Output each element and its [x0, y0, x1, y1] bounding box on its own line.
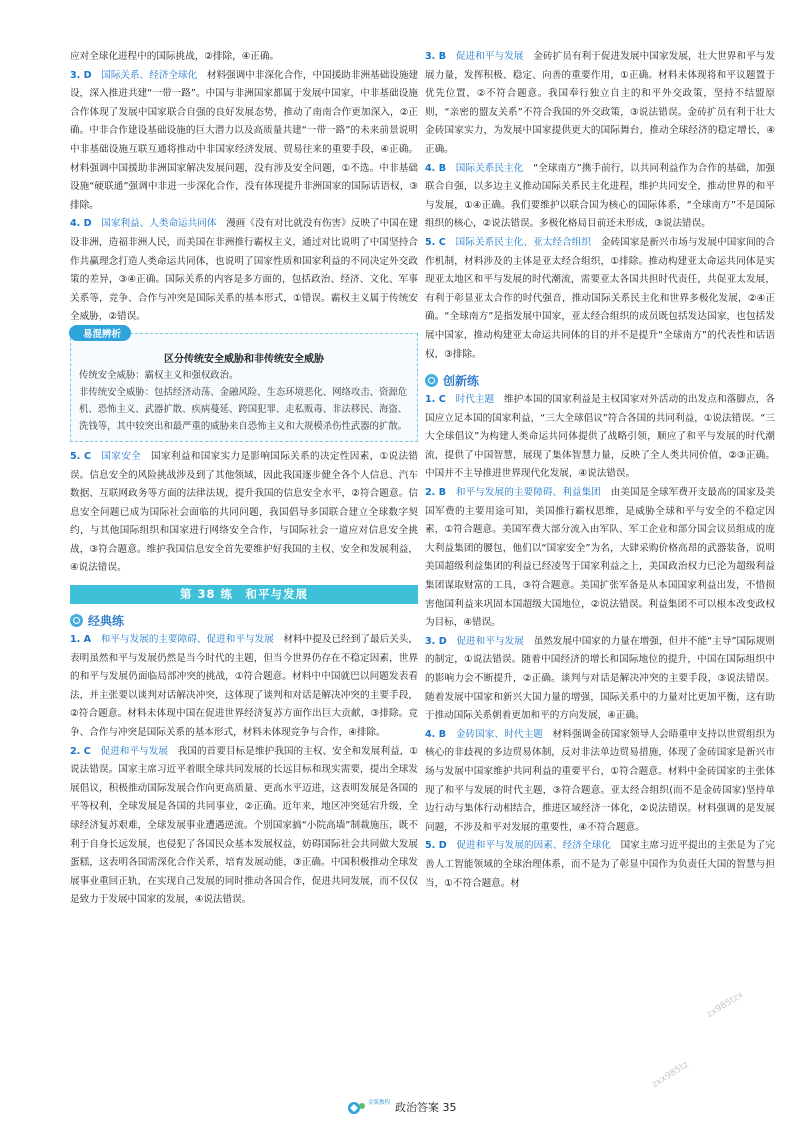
answer-item: 4. D 国家利益、人类命运共同体 漫画《没有对比就没有伤害》反映了中国在建设非洲，造福非洲人民，而美国在非洲推行霸权主义，通过对比说明了中国坚持合作共赢理念打造人类命运共同体，也说明了国家性质和国家利益的不同决定外交政策的差异，③④正确。国际关系的内容是多方面的，包括政治、经济、文化、军事关系等，竞争、合作与冲突是国际关系的基本形式，①错误。霸权主义属于传统安全威胁，②错误。 — [70, 218, 419, 323]
note-tag: 易混辨析 — [69, 325, 131, 341]
note-line: 非传统安全威胁：包括经济动荡、金融风险、生态环境恶化、网络攻击、资源危机、恐怖主义、武器扩散、疾病蔓延、跨国犯罪、走私贩毒、非法移民、海盗、洗钱等，其中较突出和最严重的威胁来自恐怖主义和大规模杀伤性武器的扩散。 — [79, 386, 408, 432]
answer-item: 1. C 时代主题 维护本国的国家利益是主权国家对外活动的出发点和落脚点，各国应立足本国的国家利益，“三大全球倡议”符合各国的共同利益，①说法错误。“三大全球倡议”为构建人类命运共同体提供了战略引领，顺应了和平与发展的时代潮流，提供了中国智慧，展现了集体智慧力量，反映了全人类共同价值，②③正确。中国并不主导推进世界现代化发展，④说法错误。 — [425, 394, 776, 480]
watermark: zx985tzx — [705, 989, 746, 1021]
brand-logo-icon — [346, 1100, 368, 1116]
answer-item: 1. A 和平与发展的主要障碍、促进和平与发展 材料中提及已经到了最后关头，表明虽然和平与发展仍然是当今时代的主题，但当今世界仍存在不稳定因素，世界的和平与发展仍面临局部冲突的挑战，①符合题意。材料中中国就巴以问题发表看法，并主张要以谈判对话解决冲突，这体现了谈判和对话是解决冲突的主要手段，②符合题意。材料未体现中国在促进世界经济复苏方面作出巨大贡献，③排除。竞争、合作与冲突是国际关系的基本形式，材料未体现竞争与合作，④排除。 — [70, 634, 419, 739]
answer-item: 3. B 促进和平与发展 金砖扩员有利于促进发展中国家发展，壮大世界和平与发展力量，发挥积极、稳定、向善的重要作用，①正确。材料未体现将和平议题置于优先位置，②不符合题意。我国奉行独立自主的和平外交政策，坚持不结盟原则，“亲密的盟友关系”不符合我国的外交政策，③说法错误。金砖扩员有利于壮大金砖国家实力，为发展中国家提供更大的国际舞台，推动全球经济的稳定增长，④正确。 — [425, 51, 776, 155]
answer-item: 5. D 促进和平与发展的因素、经济全球化 国家主席习近平提出的主张是为了完善人工智能领域的全球治理体系，而不是为了彰显中国作为负责任大国的智慧与担当，①不符合题意。材 — [425, 840, 775, 889]
confusion-note-box — [70, 328, 418, 442]
answer-item: 3. D 促进和平与发展 虽然发展中国家的力量在增强，但并不能“主导”国际规则的制定，①说法错误。随着中国经济的增长和国际地位的提升，中国在国际组织中的影响力会不断提升，②正确。谈判与对话是解决冲突的主要手段，③说法错误。随着发展中国家和新兴大国力量的增强，国际关系中的力量对比更加平衡，这有助于推动国际关系朝着更加和平的方向发展，④正确。 — [425, 635, 776, 722]
section-heading: 创新练 — [425, 372, 775, 389]
answer-item: 2. C 促进和平与发展 我国的首要目标是维护我国的主权、安全和发展利益，①说法错误。国家主席习近平着眼全球共同发展的长远目标和现实需要，提出全球发展倡议，积极推动国际发展合作向更高质量、更高水平迈进，这表明发展是各国的平等权利，全球发展是各国的共同事业，②正确。近年来，地区冲突延宕升级，全球经济复苏艰难，全球发展事业遭遇逆流。个别国家搞“小院高墙”制裁施压，既不利于自身长远发展，也侵犯了各国民众基本发展权益，妨碍国际社会共同做大发展蛋糕，这表明各国需深化合作关系，培育发展动能，③正确。中国积极推动全球发展事业重回正轨，在实现自己发展的同时推动各国合作，促进共同发展，而不仅仅是致力于发展中国家的发展，④说法错误。 — [70, 745, 419, 906]
section-banner: 第 38 练 和平与发展 — [70, 585, 418, 604]
page-footer — [0, 1098, 800, 1118]
left-column — [70, 48, 418, 910]
answer-item: 5. C 国际关系民主化、亚太经合组织 金砖国家是新兴市场与发展中国家间的合作机制，材料涉及的主体是亚太经合组织，①排除。推动构建亚太命运共同体是实现亚太地区和平与发展的时代潮流，需要亚太各国共担时代责任，共促亚太发展，有利于彰显亚太合作的时代强音，推动国际关系民主化和世界多极化发展，②④正确。“全球南方”是指发展中国家，亚太经合组织的成员既包括发达国家，也包括发展中国家，推动构建亚太命运共同体的目的并不是提升“全球南方”的代表性和话语权，③排除。 — [425, 236, 776, 360]
answer-item: 3. D 国际关系、经济全球化 材料强调中非深化合作，中国援助非洲基础设施建设，深入推进共建“一带一路”。中国与非洲国家都属于发展中国家，中非基础设施合作体现了发展中国家联合自强的良好发展态势，推动了南南合作更加深入，②正确。中非合作建设基础设施的巨大潜力以及高质量共建“一带一路”的未来前景说明中非基础设施互联互通将推动中非国家经济发展、贸易往来的重要手段，④正确。材料强调中国援助非洲国家解决发展问题，没有涉及安全问题，①不选。中非基础设施“硬联通”强调中非进一步深化合作，没有体现提升非洲国家的国际话语权，③排除。 — [70, 69, 419, 211]
right-column — [425, 48, 775, 893]
note-line: 传统安全威胁：霸权主义和强权政治。 — [79, 369, 239, 381]
answer-item: 5. C 国家安全 国家利益和国家实力是影响国际关系的决定性因素，①说法错误。信息安全的风险挑战涉及到了其他领域，因此我国逐步健全各个人信息、汽车数据、互联网政务等方面的法律法规，提升我国的信息安全水平，②符合题意。信息安全问题已成为国际社会面临的共同问题，我国倡导多国联合建立全球数字契约，与其他国际组织和国家进行网络安全合作，与国际社会一道应对信息安全挑战，③符合题意。维护我国信息安全首先要维护好我国的主权、安全和发展利益，④说法错误。 — [70, 450, 418, 574]
paragraph: 应对全球化进程中的国际挑战，②排除，④正确。 — [70, 51, 280, 62]
note-title: 区分传统安全威胁和非传统安全威胁 — [164, 353, 324, 365]
section-heading: 经典练 — [70, 612, 418, 629]
watermark: zxx985tz — [650, 1059, 691, 1091]
brand-name: 金版教程 — [368, 1100, 391, 1106]
target-icon — [70, 614, 83, 627]
answer-item: 2. B 和平与发展的主要障碍、利益集团 由美国是全球军费开支最高的国家及美国军费的主要用途可知，美国推行霸权思维，是威胁全球和平与安全的不稳定因素，①符合题意。美国军费大部分流入由军队、军工企业和部分国会议员组成的庞大利益集团的腰包，他们以“国家安全”为名，大肆采购价格高昂的武器装备，说明美国超级利益集团的利益已经凌驾于国家利益之上，美国政治权力已沦为超级利益集团谋取财富的工具，③符合题意。美国扩张军备是从本国国家利益出发，不惜损害他国利益来巩固本国超级大国地位，②说法错误。利益集团不可以根本改变政权为目标，④错误。 — [425, 487, 776, 629]
target-icon — [425, 374, 438, 387]
answer-item: 4. B 国际关系民主化 “全球南方”携手前行，以共同利益作为合作的基础，加强联合自强，以多边主义推动国际关系民主化进程，维护共同安全，推动世界的和平与发展，①④正确。我们要维护以联合国为核心的国际体系，“全球南方”不是国际组织的核心，②说法错误。多极化格局目前还未形成，③说法错误。 — [425, 162, 775, 230]
answer-item: 4. B 金砖国家、时代主题 材料强调金砖国家领导人会晤重申支持以世贸组织为核心的非歧视的多边贸易体制，反对非法单边贸易措施，体现了金砖国家是新兴市场与发展中国家维护共同利益的重要平台，①符合题意。材料中金砖国家的主张体现了和平与发展的时代主题，③符合题意。亚太经合组织(而不是金砖国家)坚持单边行动与集体行动相结合，推进区域经济一体化，②说法错误。材料强调的是发展问题，不涉及和平对发展的重要性，④不符合题意。 — [425, 728, 776, 833]
page-number-label: 政治答案 35 — [395, 1101, 457, 1114]
